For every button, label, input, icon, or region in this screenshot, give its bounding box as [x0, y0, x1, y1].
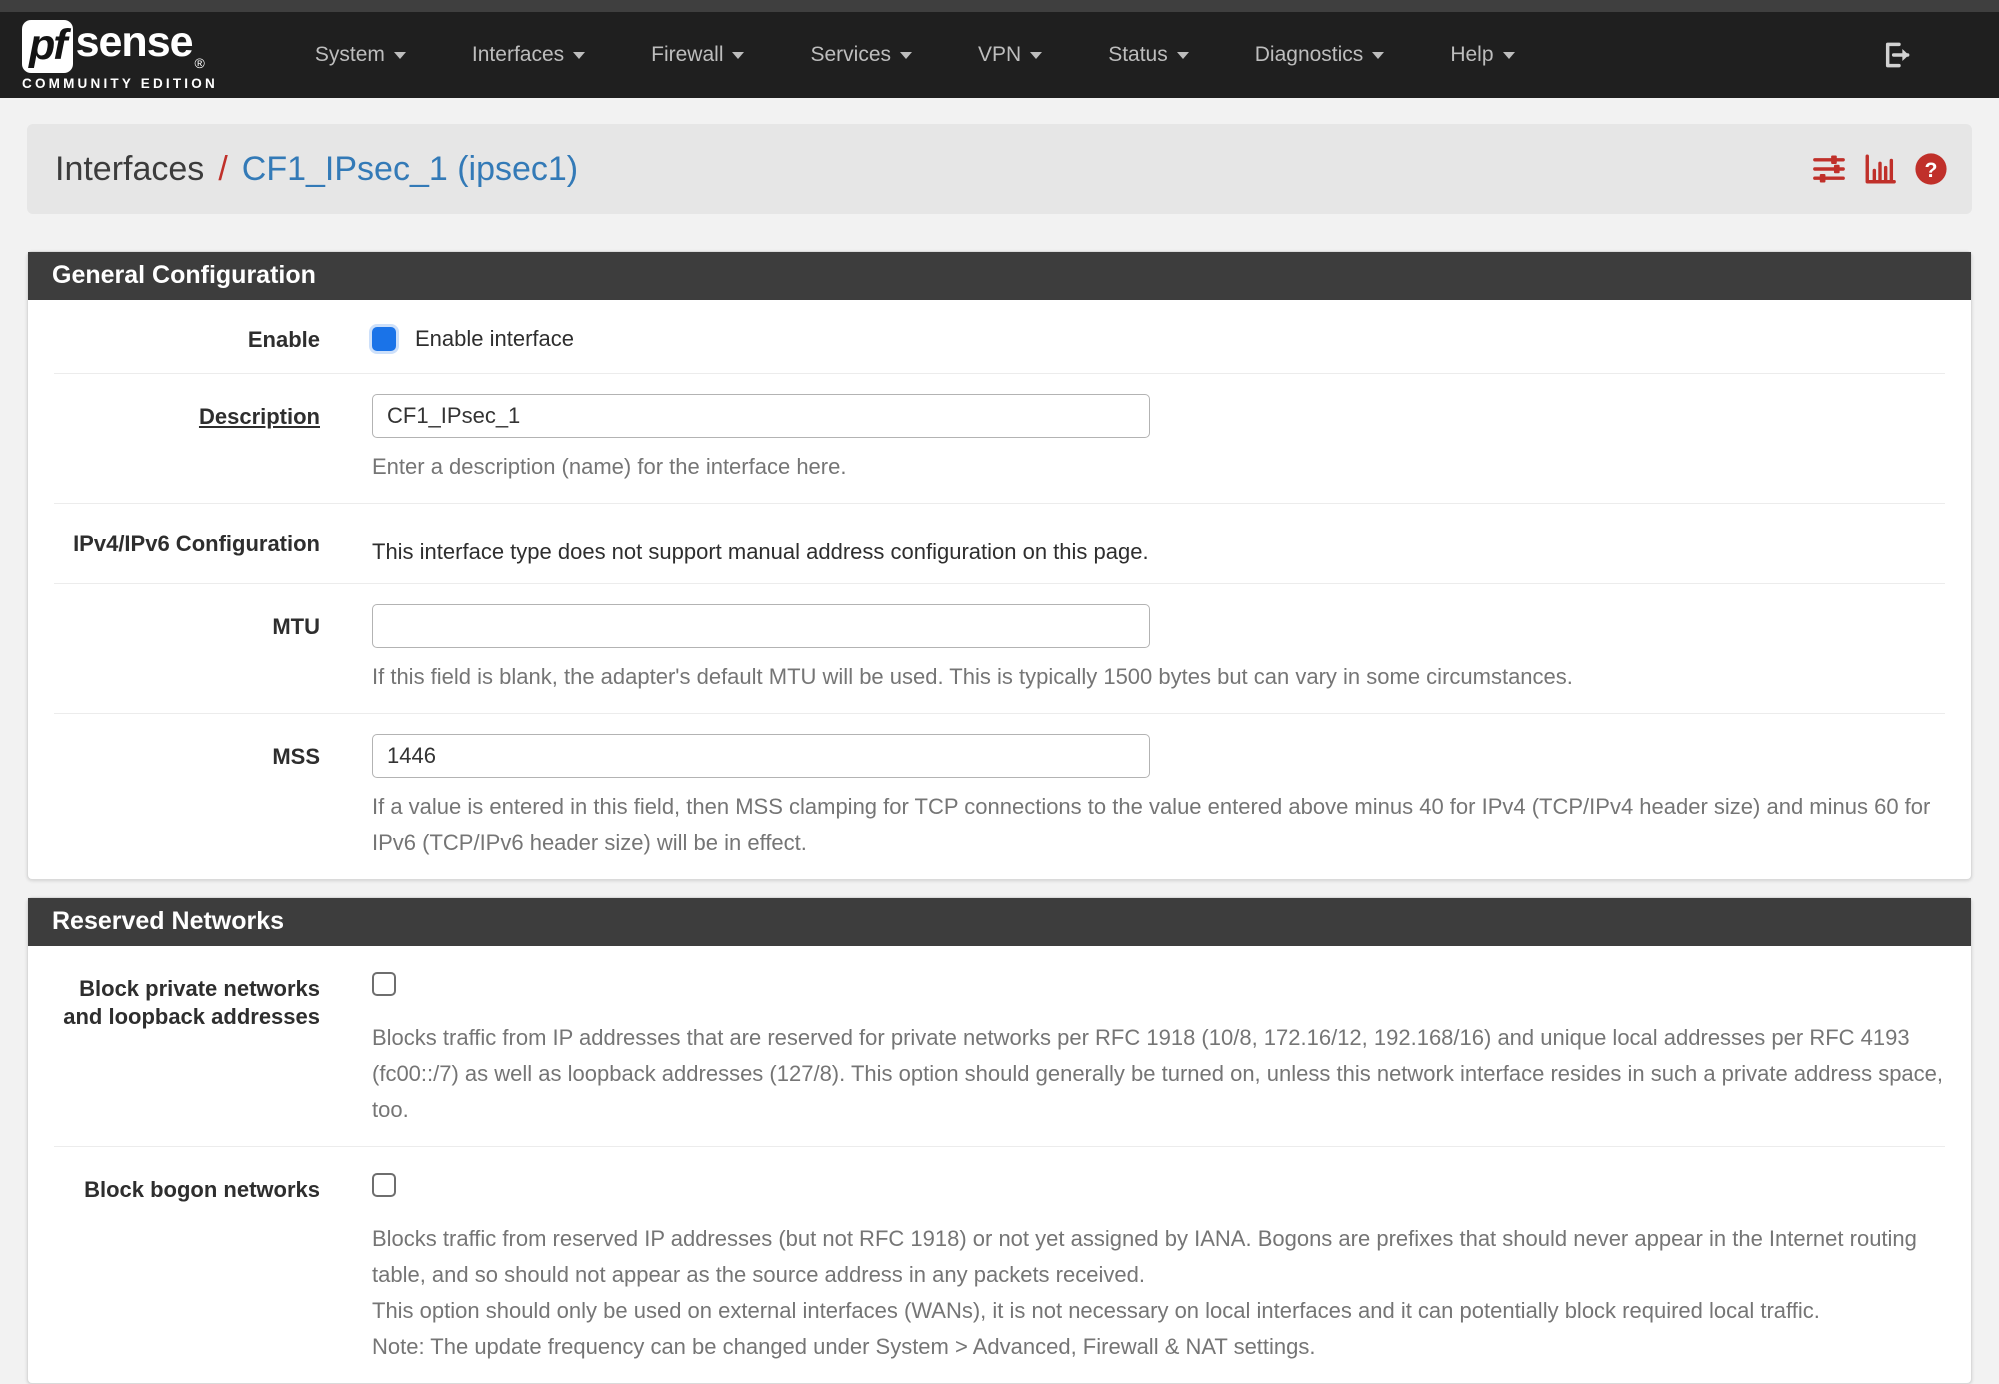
nav-item-diagnostics[interactable]: Diagnostics [1222, 43, 1418, 67]
panel-title-reserved-networks: Reserved Networks [28, 898, 1971, 946]
ip-configuration-label: IPv4/IPv6 Configuration [73, 530, 320, 556]
chevron-down-icon [1030, 52, 1042, 59]
block-bogon-checkbox[interactable] [372, 1173, 396, 1197]
svg-text:?: ? [1924, 157, 1938, 182]
block-private-checkbox[interactable] [372, 972, 396, 996]
page-header-bar [27, 124, 1972, 214]
pfsense-logo[interactable] [22, 17, 218, 91]
mtu-input[interactable] [372, 604, 1150, 648]
breadcrumb-separator: / [218, 149, 228, 188]
chevron-down-icon [1503, 52, 1515, 59]
mss-row [54, 713, 1945, 879]
enable-label: Enable [247, 327, 320, 352]
description-row [54, 373, 1945, 503]
nav-item-system[interactable]: System [282, 43, 439, 67]
chart-bar-icon[interactable] [1863, 152, 1897, 186]
sense-logo-text: sense [75, 17, 193, 66]
window-top-strip [0, 0, 1999, 12]
description-help-text: Enter a description (name) for the interface here. [372, 453, 847, 479]
chevron-down-icon [1372, 52, 1384, 59]
ip-configuration-row [54, 503, 1945, 583]
main-navbar [0, 12, 1999, 98]
block-private-help-text: Blocks traffic from IP addresses that are reserved for private networks per RFC 1918 (10/8, 172.16/12, 192.168/16) and unique local addresses per RFC 4193 (fc00::/7) as well as loopback addresses (127/8). This option should generally be turned on, unless this network interface resides in such a private address space, too. [372, 1024, 1944, 1122]
mss-label: MSS [272, 743, 320, 769]
chevron-down-icon [732, 52, 744, 59]
chevron-down-icon [394, 52, 406, 59]
nav-item-interfaces[interactable]: Interfaces [439, 43, 618, 67]
nav-item-firewall[interactable]: Firewall [618, 43, 777, 67]
ip-configuration-text: This interface type does not support manual address configuration on this page. [372, 538, 1149, 564]
mss-input[interactable] [372, 734, 1150, 778]
pf-logo-box: pf [22, 20, 73, 73]
mtu-label: MTU [272, 613, 320, 639]
panel-title-general-configuration: General Configuration [28, 252, 1971, 300]
mtu-help-text: If this field is blank, the adapter's default MTU will be used. This is typically 1500 bytes but can vary in some circumstances. [372, 663, 1573, 689]
enable-row [54, 300, 1945, 373]
breadcrumb-section: Interfaces [55, 149, 205, 188]
chevron-down-icon [573, 52, 585, 59]
block-bogon-help-text: Blocks traffic from reserved IP addresses (but not RFC 1918) or not yet assigned by IANA. Bogons are prefixes that should never appear in the Internet routing table, and so should not appear as the source address in any packets received. This option should only be used on external interfaces (WANs), it is not necessary on local interfaces and it can potentially block required local traffic. Note: The update frequency can be changed under System > Advanced, Firewall & NAT settings. [372, 1225, 1917, 1359]
community-edition-label: COMMUNITY EDITION [22, 75, 218, 91]
breadcrumb-page-link[interactable]: CF1_IPsec_1 (ipsec1) [241, 149, 579, 188]
nav-menu [282, 43, 1548, 67]
nav-item-vpn[interactable]: VPN [945, 43, 1075, 67]
nav-item-help[interactable]: Help [1417, 43, 1547, 67]
chevron-down-icon [1177, 52, 1189, 59]
nav-item-services[interactable]: Services [777, 43, 945, 67]
mtu-row [54, 583, 1945, 713]
block-bogon-row [54, 1146, 1945, 1383]
description-input[interactable] [372, 394, 1150, 438]
registered-mark: ® [194, 54, 205, 71]
description-label: Description [198, 403, 320, 429]
general-configuration-panel [27, 251, 1972, 880]
breadcrumb [55, 150, 578, 189]
block-private-row [54, 946, 1945, 1146]
enable-interface-checkbox[interactable] [372, 327, 396, 351]
enable-interface-label: Enable interface [415, 326, 574, 351]
block-private-label: Block private networks and loopback addresses [63, 975, 320, 1030]
mss-help-text: If a value is entered in this field, then MSS clamping for TCP connections to the value entered above minus 40 for IPv4 (TCP/IPv4 header size) and minus 60 for IPv6 (TCP/IPv6 header size) will be in effect. [372, 793, 1931, 855]
nav-item-status[interactable]: Status [1075, 43, 1222, 67]
block-bogon-label: Block bogon networks [84, 1176, 320, 1202]
chevron-down-icon [900, 52, 912, 59]
sign-out-icon[interactable] [1881, 39, 1913, 71]
reserved-networks-panel [27, 897, 1972, 1384]
sliders-icon[interactable] [1812, 152, 1846, 186]
help-circle-icon[interactable] [1914, 152, 1948, 186]
